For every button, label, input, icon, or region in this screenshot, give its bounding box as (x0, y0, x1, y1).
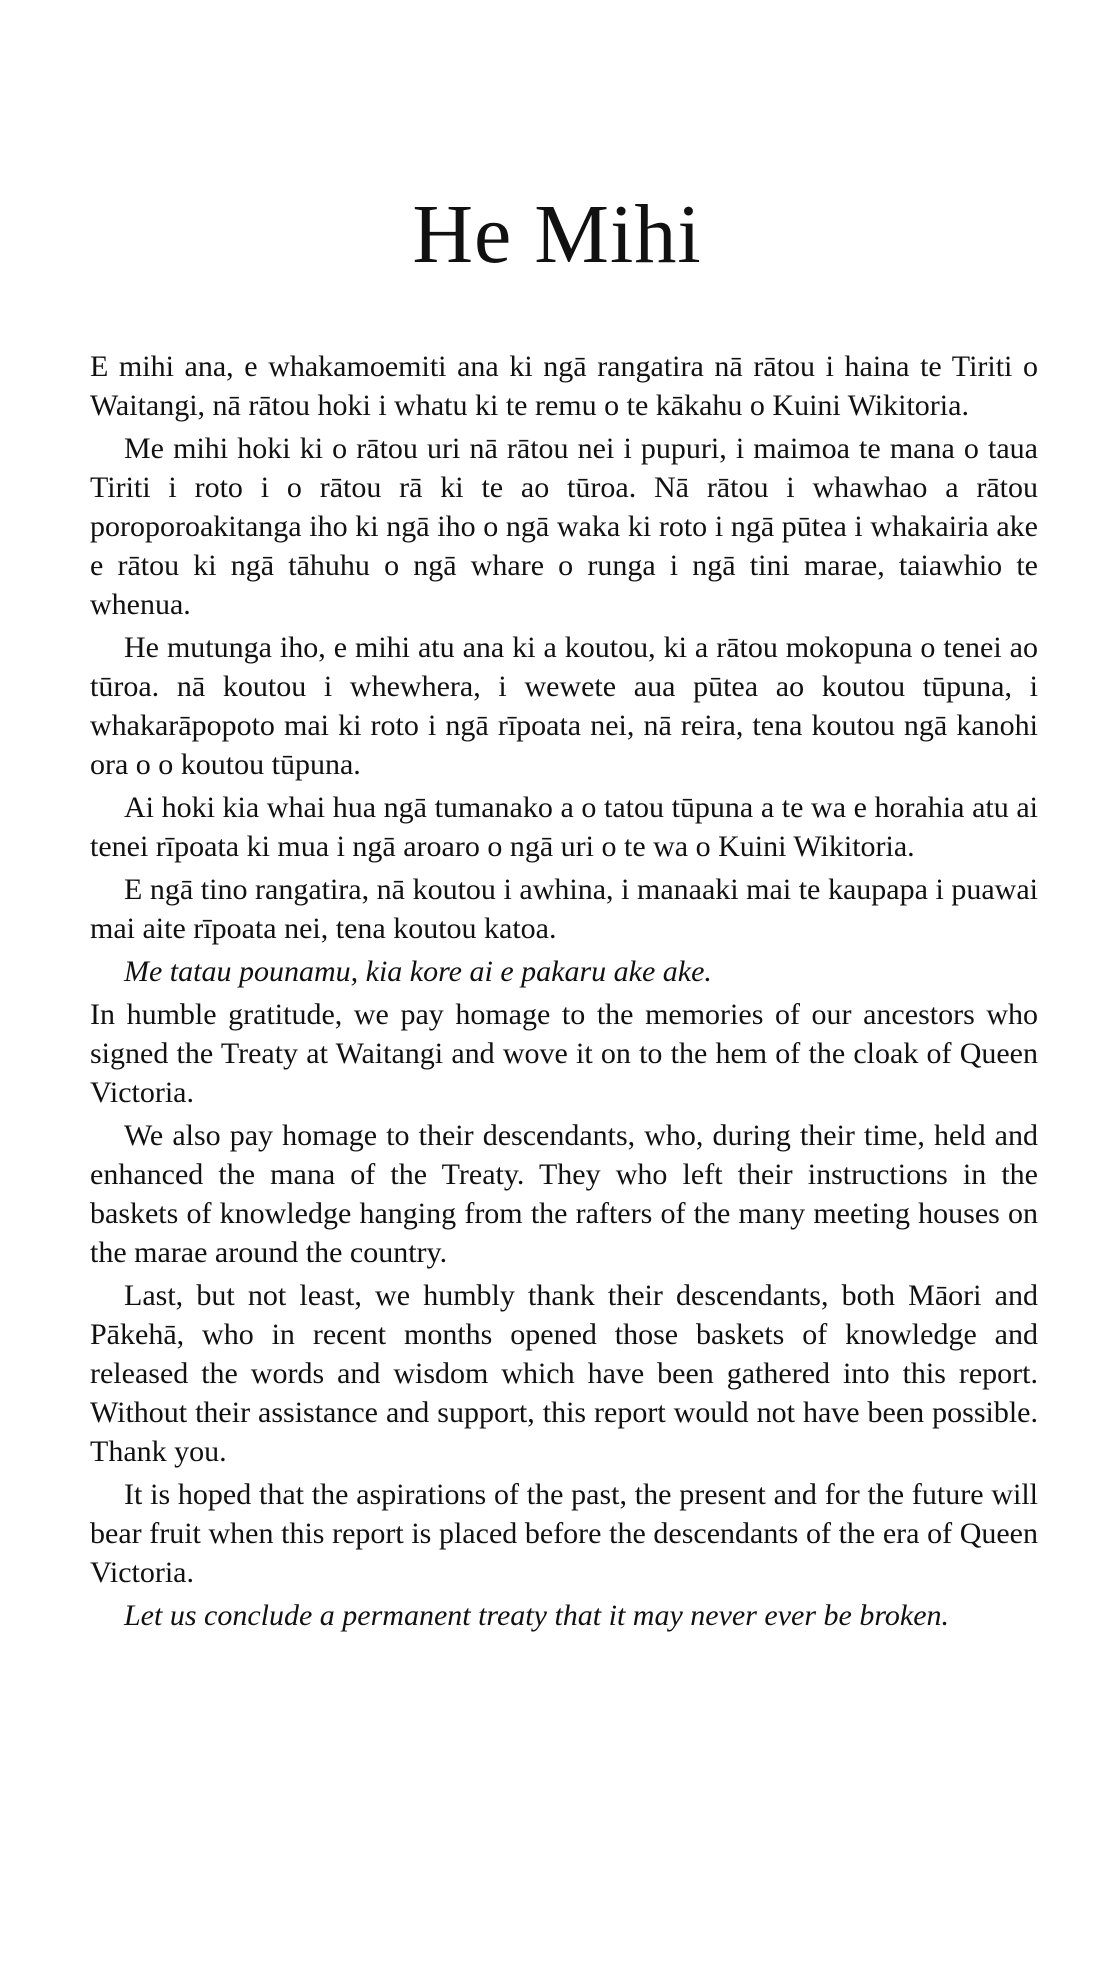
maori-paragraph-1: E mihi ana, e whakamoemiti ana ki ngā rangatira nā rātou i haina te Tiriti o Waitangi, nā rātou hoki i whatu ki te remu o te kākahu o Kuini Wikitoria. (90, 350, 1038, 422)
maori-paragraph-4: Ai hoki kia whai hua ngā tumanako a o tatou tūpuna a te wa e horahia atu ai tenei rīpoata ki mua i ngā aroaro o ngā uri o te wa o Kuini Wikitoria. (90, 791, 1038, 863)
maori-paragraph-3: He mutunga iho, e mihi atu ana ki a koutou, ki a rātou mokopuna o tenei ao tūroa. nā koutou i whewhera, i wewete aua pūtea ao koutou tūpuna, i whakarāpopoto mai ki roto i ngā rīpoata nei, nā reira, tena koutou ngā kanohi ora o o koutou tūpuna. (90, 631, 1038, 781)
mihi-body (90, 347, 1038, 1639)
maori-proverb: Me tatau pounamu, kia kore ai e pakaru ake ake. (124, 955, 712, 988)
english-proverb: Let us conclude a permanent treaty that it may never ever be broken. (124, 1599, 950, 1632)
english-paragraph-1: In humble gratitude, we pay homage to the memories of our ancestors who signed the Treaty at Waitangi and wove it on to the hem of the cloak of Queen Victoria. (90, 998, 1038, 1109)
english-paragraph-4: It is hoped that the aspirations of the past, the present and for the future will bear fruit when this report is placed before the descendants of the era of Queen Victoria. (90, 1478, 1038, 1589)
maori-paragraph-2: Me mihi hoki ki o rātou uri nā rātou nei i pupuri, i maimoa te mana o taua Tiriti i roto i o rātou rā ki te ao tūroa. Nā rātou i whawhao a rātou poroporoakitanga iho ki ngā iho o ngā waka ki roto i ngā pūtea i whakairia ake e rātou ki ngā tāhuhu o ngā whare o runga i ngā tini marae, taiawhio te whenua. (90, 432, 1038, 621)
page-title: He Mihi (412, 188, 702, 281)
english-paragraph-3: Last, but not least, we humbly thank their descendants, both Māori and Pākehā, who in recent months opened those baskets of knowledge and released the words and wisdom which have been gathered into this report. Without their assistance and support, this report would not have been possible. Thank you. (90, 1279, 1038, 1468)
english-paragraph-2: We also pay homage to their descendants, who, during their time, held and enhanced the mana of the Treaty. They who left their instructions in the baskets of knowledge hanging from the rafters of the many meeting houses on the marae around the country. (90, 1119, 1038, 1269)
maori-paragraph-5: E ngā tino rangatira, nā koutou i awhina, i manaaki mai te kaupapa i puawai mai aite rīpoata nei, tena koutou katoa. (90, 873, 1038, 945)
